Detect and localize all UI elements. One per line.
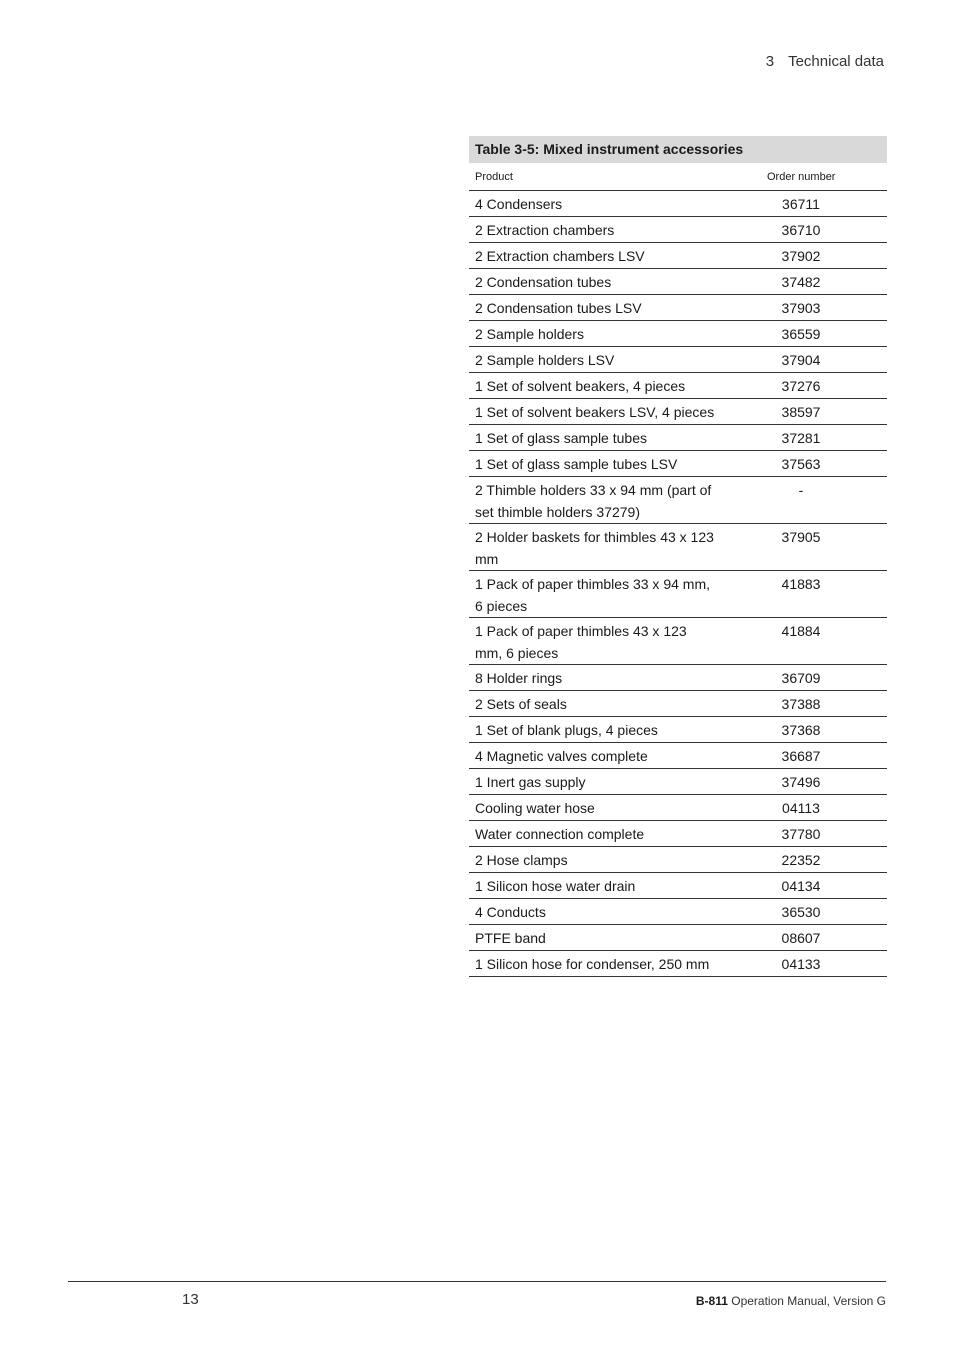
table-row: [469, 571, 887, 618]
order-number-cell: 04134: [715, 873, 887, 899]
table-row: [469, 217, 887, 243]
product-cell: Cooling water hose: [469, 795, 715, 821]
order-number-cell: 36709: [715, 665, 887, 691]
table-row: [469, 524, 887, 571]
table-row: [469, 618, 887, 665]
table-body: [469, 191, 887, 977]
footer-divider: [68, 1281, 886, 1282]
table-row: [469, 269, 887, 295]
product-cell: 8 Holder rings: [469, 665, 715, 691]
product-cell: 4 Magnetic valves complete: [469, 743, 715, 769]
table-row: [469, 295, 887, 321]
order-number-cell: 37780: [715, 821, 887, 847]
order-number-cell: 37276: [715, 373, 887, 399]
product-cell: 1 Set of blank plugs, 4 pieces: [469, 717, 715, 743]
page-number: 13: [182, 1291, 199, 1308]
order-number-cell: 08607: [715, 925, 887, 951]
table-row: [469, 347, 887, 373]
table-row: [469, 925, 887, 951]
order-number-cell: 36711: [715, 191, 887, 217]
product-cell: 1 Silicon hose for condenser, 250 mm: [469, 951, 715, 977]
table-row: [469, 821, 887, 847]
product-cell: 2 Condensation tubes: [469, 269, 715, 295]
table-row: [469, 795, 887, 821]
product-cell: 1 Pack of paper thimbles 33 x 94 mm, 6 pieces: [469, 571, 715, 618]
table-row: [469, 691, 887, 717]
product-cell: 2 Condensation tubes LSV: [469, 295, 715, 321]
table-row: [469, 769, 887, 795]
table-row: [469, 665, 887, 691]
table-row: [469, 321, 887, 347]
table-row: [469, 399, 887, 425]
product-cell: 2 Thimble holders 33 x 94 mm (part of set thimble holders 37279): [469, 477, 715, 524]
order-number-cell: 37368: [715, 717, 887, 743]
table-row: [469, 873, 887, 899]
order-number-cell: 37905: [715, 524, 887, 571]
order-number-cell: 37563: [715, 451, 887, 477]
footer-doc-title: Operation Manual, Version G: [731, 1294, 886, 1308]
product-cell: 2 Hose clamps: [469, 847, 715, 873]
order-number-cell: 37388: [715, 691, 887, 717]
order-number-cell: 04113: [715, 795, 887, 821]
order-number-cell: 36559: [715, 321, 887, 347]
footer-doc-info: [696, 1294, 886, 1308]
table-row: [469, 191, 887, 217]
order-number-cell: 41883: [715, 571, 887, 618]
order-number-cell: 38597: [715, 399, 887, 425]
product-cell: 2 Sets of seals: [469, 691, 715, 717]
product-cell: 2 Extraction chambers LSV: [469, 243, 715, 269]
footer-model: B-811: [695, 1294, 728, 1308]
page-header: [766, 53, 884, 70]
product-cell: 2 Sample holders: [469, 321, 715, 347]
table-row: [469, 899, 887, 925]
order-number-cell: 36530: [715, 899, 887, 925]
column-header-product: Product: [475, 170, 513, 183]
table-row: [469, 243, 887, 269]
table-row: [469, 847, 887, 873]
table-row: [469, 743, 887, 769]
product-cell: 4 Conducts: [469, 899, 715, 925]
table-header: [469, 163, 887, 191]
product-cell: 1 Pack of paper thimbles 43 x 123 mm, 6 pieces: [469, 618, 715, 665]
order-number-cell: -: [715, 477, 887, 524]
table-row: [469, 717, 887, 743]
order-number-cell: 37902: [715, 243, 887, 269]
product-cell: 2 Holder baskets for thimbles 43 x 123 mm: [469, 524, 715, 571]
order-number-cell: 37903: [715, 295, 887, 321]
order-number-cell: 36687: [715, 743, 887, 769]
product-cell: 1 Set of solvent beakers LSV, 4 pieces: [469, 399, 715, 425]
table-row: [469, 477, 887, 524]
order-number-cell: 37496: [715, 769, 887, 795]
table-caption: Table 3-5: Mixed instrument accessories: [469, 136, 887, 163]
product-cell: 2 Sample holders LSV: [469, 347, 715, 373]
chapter-number: 3: [765, 53, 775, 70]
order-number-cell: 36710: [715, 217, 887, 243]
product-cell: 2 Extraction chambers: [469, 217, 715, 243]
product-cell: 1 Set of solvent beakers, 4 pieces: [469, 373, 715, 399]
accessories-table: [469, 136, 887, 977]
table-row: [469, 425, 887, 451]
order-number-cell: 37281: [715, 425, 887, 451]
order-number-cell: 22352: [715, 847, 887, 873]
product-cell: 1 Silicon hose water drain: [469, 873, 715, 899]
order-number-cell: 37904: [715, 347, 887, 373]
table-row: [469, 951, 887, 977]
table-row: [469, 373, 887, 399]
order-number-cell: 41884: [715, 618, 887, 665]
order-number-cell: 37482: [715, 269, 887, 295]
order-number-cell: 04133: [715, 951, 887, 977]
product-cell: Water connection complete: [469, 821, 715, 847]
column-header-order-number: Order number: [767, 170, 836, 183]
table-row: [469, 451, 887, 477]
product-cell: 4 Condensers: [469, 191, 715, 217]
product-cell: 1 Set of glass sample tubes: [469, 425, 715, 451]
product-cell: PTFE band: [469, 925, 715, 951]
product-cell: 1 Set of glass sample tubes LSV: [469, 451, 715, 477]
chapter-title: Technical data: [788, 53, 884, 70]
product-cell: 1 Inert gas supply: [469, 769, 715, 795]
